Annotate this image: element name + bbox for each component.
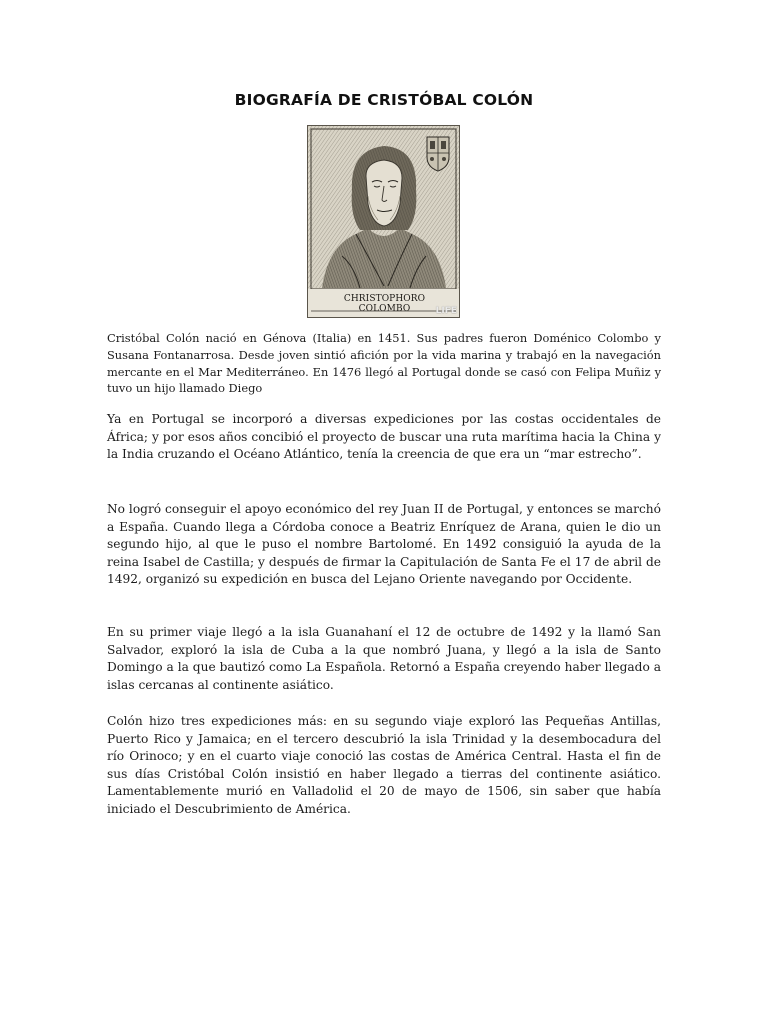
- paragraph-later-voyages: Colón hizo tres expediciones más: en su segundo viaje exploró las Pequeñas Antillas, Puerto Rico y Jamaica; en el tercero descubrió la isla Trinidad y la desembocadura del río Orinoco; y en el cuarto viaje conoció las costas de América Central. Hasta el fin de sus días Cristóbal Colón insistió en haber llegado a tierras del continente asiático. Lamentablemente murió en Valladolid el 20 de mayo de 1506, sin saber que había iniciado el Descubrimiento de América.: [107, 714, 661, 816]
- document-title: BIOGRAFÍA DE CRISTÓBAL COLÓN: [234, 91, 534, 109]
- portrait-engraving: [307, 125, 460, 318]
- portrait-caption: CHRISTOPHORO COLOMBO: [343, 294, 426, 314]
- paragraph-first-voyage: En su primer viaje llegó a la isla Guanahaní el 12 de octubre de 1492 y la llamó San Salvador, exploró la isla de Cuba a la que nombró Juana, y llegó a la isla de Santo Domingo a la que bautizó como La Española. Retornó a España creyendo haber llegado a islas cercanas al continente asiático.: [107, 625, 661, 692]
- paragraph-portugal: Ya en Portugal se incorporó a diversas expediciones por las costas occidentales de África; y por esos años concibió el proyecto de buscar una ruta marítima hacia la China y la India cruzando el Océano Atlántico, tenía la creencia de que era un “mar estrecho”.: [107, 412, 661, 461]
- paragraph-spain: No logró conseguir el apoyo económico del rey Juan II de Portugal, y entonces se marchó a España. Cuando llega a Córdoba conoce a Beatriz Enríquez de Arana, quien le dio un segundo hijo, al que le puso el nombre Bartolomé. En 1492 consiguió la ayuda de la reina Isabel de Castilla; y después de firmar la Capitulación de Santa Fe el 17 de abril de 1492, organizó su expedición en busca del Lejano Oriente navegando por Occidente.: [107, 502, 661, 586]
- paragraph-birth: Cristóbal Colón nació en Génova (Italia) en 1451. Sus padres fueron Doménico Colombo y Susana Fontanarrosa. Desde joven sintió afición por la vida marina y trabajó en la navegación mercante en el Mar Mediterráneo. En 1476 llegó al Portugal donde se casó con Felipa Muñiz y tuvo un hijo llamado Diego: [107, 331, 661, 396]
- portrait-image: [308, 126, 459, 317]
- coat-of-arms-icon: [427, 137, 449, 171]
- life-watermark: LIFE: [435, 306, 457, 316]
